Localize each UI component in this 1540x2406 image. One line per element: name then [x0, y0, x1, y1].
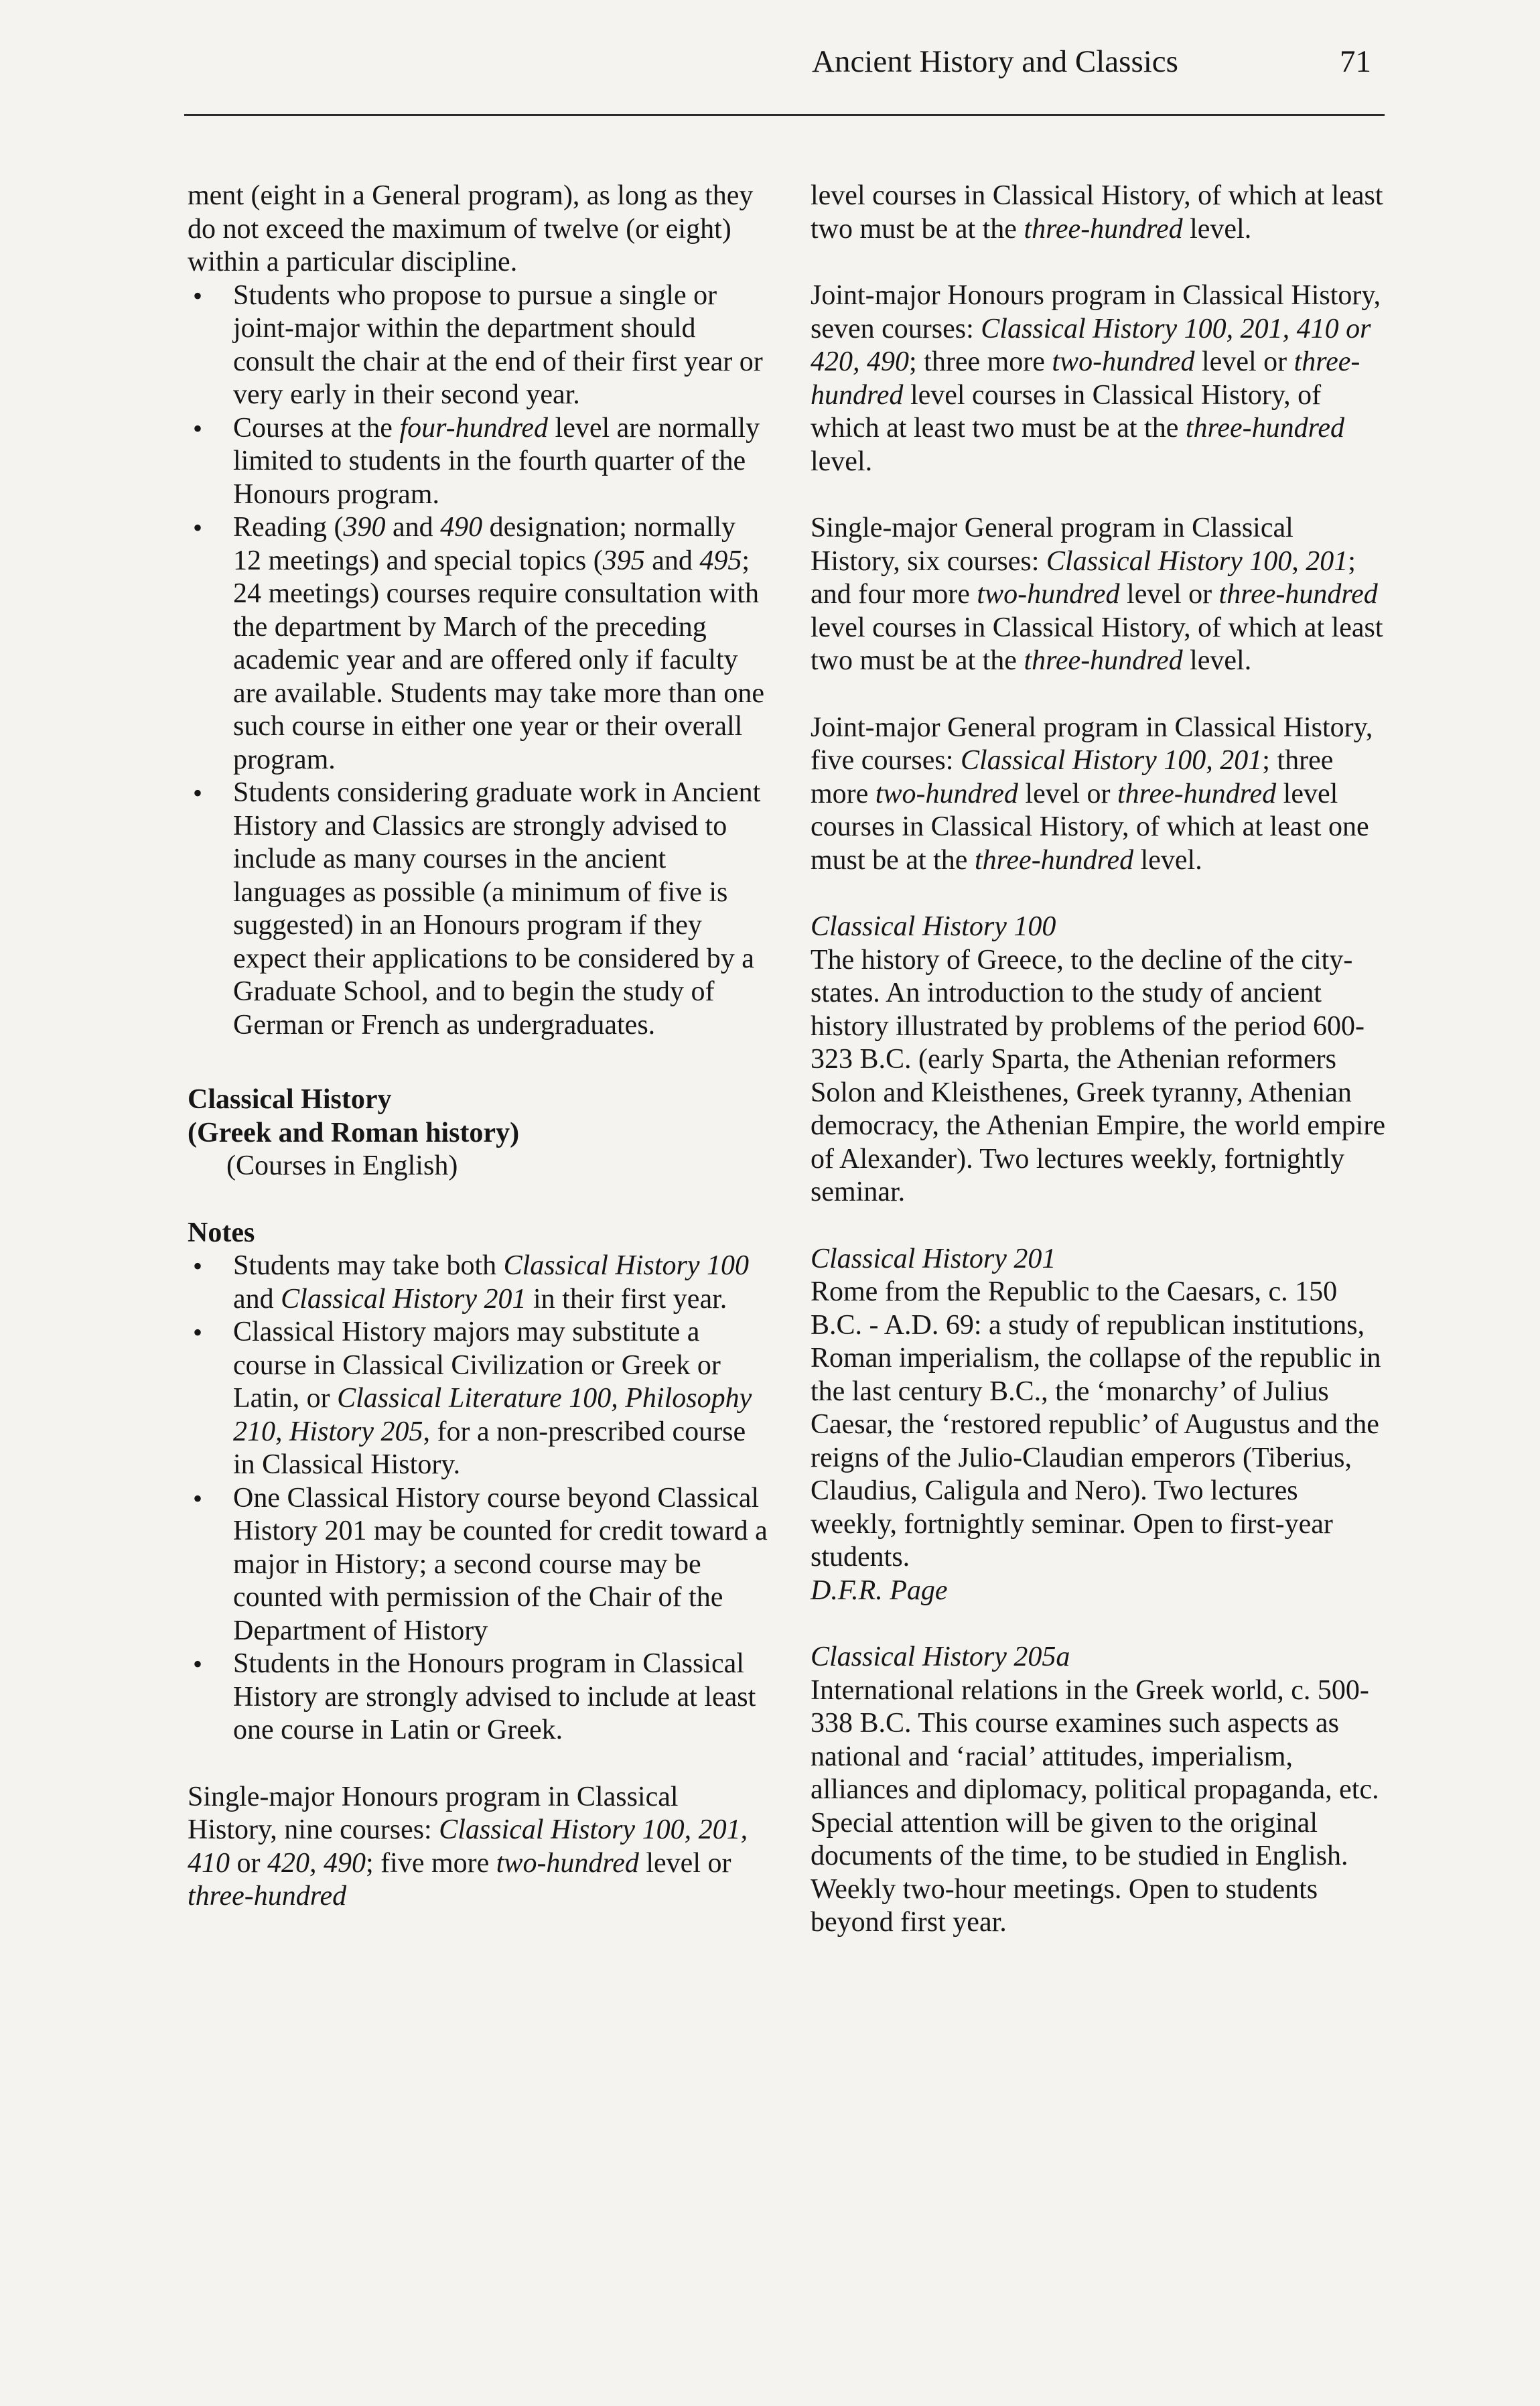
left-column — [188, 180, 770, 1914]
bullet-list-top — [188, 279, 770, 1043]
list-item: • Classical History majors may substitute a course in Classical Civilization or Greek or Latin, or Classical Literature 100, Philosophy 210, History 205, for a non-prescribed course in Classical History. — [188, 1316, 770, 1482]
course-entry — [811, 1641, 1387, 1940]
list-item: • Students who propose to pursue a single or joint-major within the department should consult the chair at the end of their first year or very early in their second year. — [188, 279, 770, 412]
course-description: The history of Greece, to the decline of the city-states. An introduction to the study of ancient history illustrated by problems of the period 600-323 B.C. (early Sparta, the Athenian reformers Solon and Kleisthenes, Greek tyranny, Athenian democracy, the Athenian Empire, the world empire of Alexander). Two lectures weekly, fortnightly seminar. — [811, 944, 1385, 1207]
joint-major-general: Joint-major General program in Classical History, five courses: Classical History 100, 201; three more two-hundred level or three-hundred level courses in Classical History, of which at least one must be at the three-hundred level. — [811, 712, 1373, 876]
course-instructor: D.F.R. Page — [811, 1575, 948, 1606]
intro-continued: ment (eight in a General program), as long as they do not exceed the maximum of twelve (or eight) within a particular discipline. — [188, 180, 754, 277]
notes-heading: Notes — [188, 1217, 255, 1248]
course-description: International relations in the Greek world, c. 500-338 B.C. This course examines such aspects as national and ‘racial’ attitudes, imperialism, alliances and diplomacy, political propaganda, etc. Special attention will be given to the original documents of the time, to be studied in English. Weekly two-hour meetings. Open to students beyond first year. — [811, 1674, 1379, 1938]
single-major-honours: Single-major Honours program in Classical History, nine courses: Classical History 100, 201, 410 or 420, 490; five more two-hundred level or three-hundred — [188, 1781, 748, 1912]
course-entry — [811, 1243, 1387, 1608]
running-header: Ancient History and Classics — [812, 44, 1178, 79]
notes-section — [188, 1217, 770, 1747]
right-column — [811, 180, 1387, 1940]
single-major-honours-continued: level courses in Classical History, of which at least two must be at the three-hundred level. — [811, 180, 1383, 245]
section-subtitle: (Greek and Roman history) — [188, 1117, 520, 1148]
course-title: Classical History 201 — [811, 1243, 1056, 1274]
single-major-general: Single-major General program in Classical History, six courses: Classical History 100, 201; and four more two-hundred level or three-hundred level courses in Classical History, of which at least two must be at the three-hundred level. — [811, 513, 1383, 676]
list-item: • Students considering graduate work in Ancient History and Classics are strongly advised to include as many courses in the ancient languages as possible (a minimum of five is suggested) in an Honours program if they expect their applications to be considered by a Graduate School, and to begin the study of German or French as undergraduates. — [188, 777, 770, 1042]
list-item: • Courses at the four-hundred level are normally limited to students in the fourth quarter of the Honours program. — [188, 412, 770, 512]
page-number: 71 — [1340, 44, 1371, 79]
course-entry — [811, 911, 1387, 1209]
notes-list — [188, 1250, 770, 1747]
course-description: Rome from the Republic to the Caesars, c. 150 B.C. - A.D. 69: a study of republican institutions, Roman imperialism, the collapse of the republic in the last century B.C., the ‘monarchy’ of Julius Caesar, the ‘restored republic’ of Augustus and the reigns of the Julio-Claudian emperors (Tiberius, Claudius, Caligula and Nero). Two lectures weekly, fortnightly seminar. Open to first-year students. — [811, 1276, 1381, 1573]
list-item: • Students in the Honours program in Classical History are strongly advised to include at least one course in Latin or Greek. — [188, 1648, 770, 1747]
list-item: • Reading (390 and 490 designation; normally 12 meetings) and special topics (395 and 495; 24 meetings) courses require consultation with the department by March of the preceding academic year and are offered only if faculty are available. Students may take more than one such course in either one year or their overall program. — [188, 511, 770, 777]
section-title: Classical History — [188, 1084, 392, 1115]
joint-major-honours: Joint-major Honours program in Classical History, seven courses: Classical History 100, 201, 410 or 420, 490; three more two-hundred level or three-hundred level courses in Classical History, of which at least two must be at the three-hundred level. — [811, 280, 1381, 477]
list-item: • Students may take both Classical History 100 and Classical History 201 in their first year. — [188, 1250, 770, 1316]
list-item: • One Classical History course beyond Classical History 201 may be counted for credit toward a major in History; a second course may be counted with permission of the Chair of the Department of History — [188, 1482, 770, 1648]
header-rule — [184, 114, 1385, 116]
course-title: Classical History 205a — [811, 1642, 1070, 1672]
section-heading — [188, 1083, 770, 1183]
section-note: (Courses in English) — [226, 1150, 458, 1181]
course-title: Classical History 100 — [811, 911, 1056, 942]
